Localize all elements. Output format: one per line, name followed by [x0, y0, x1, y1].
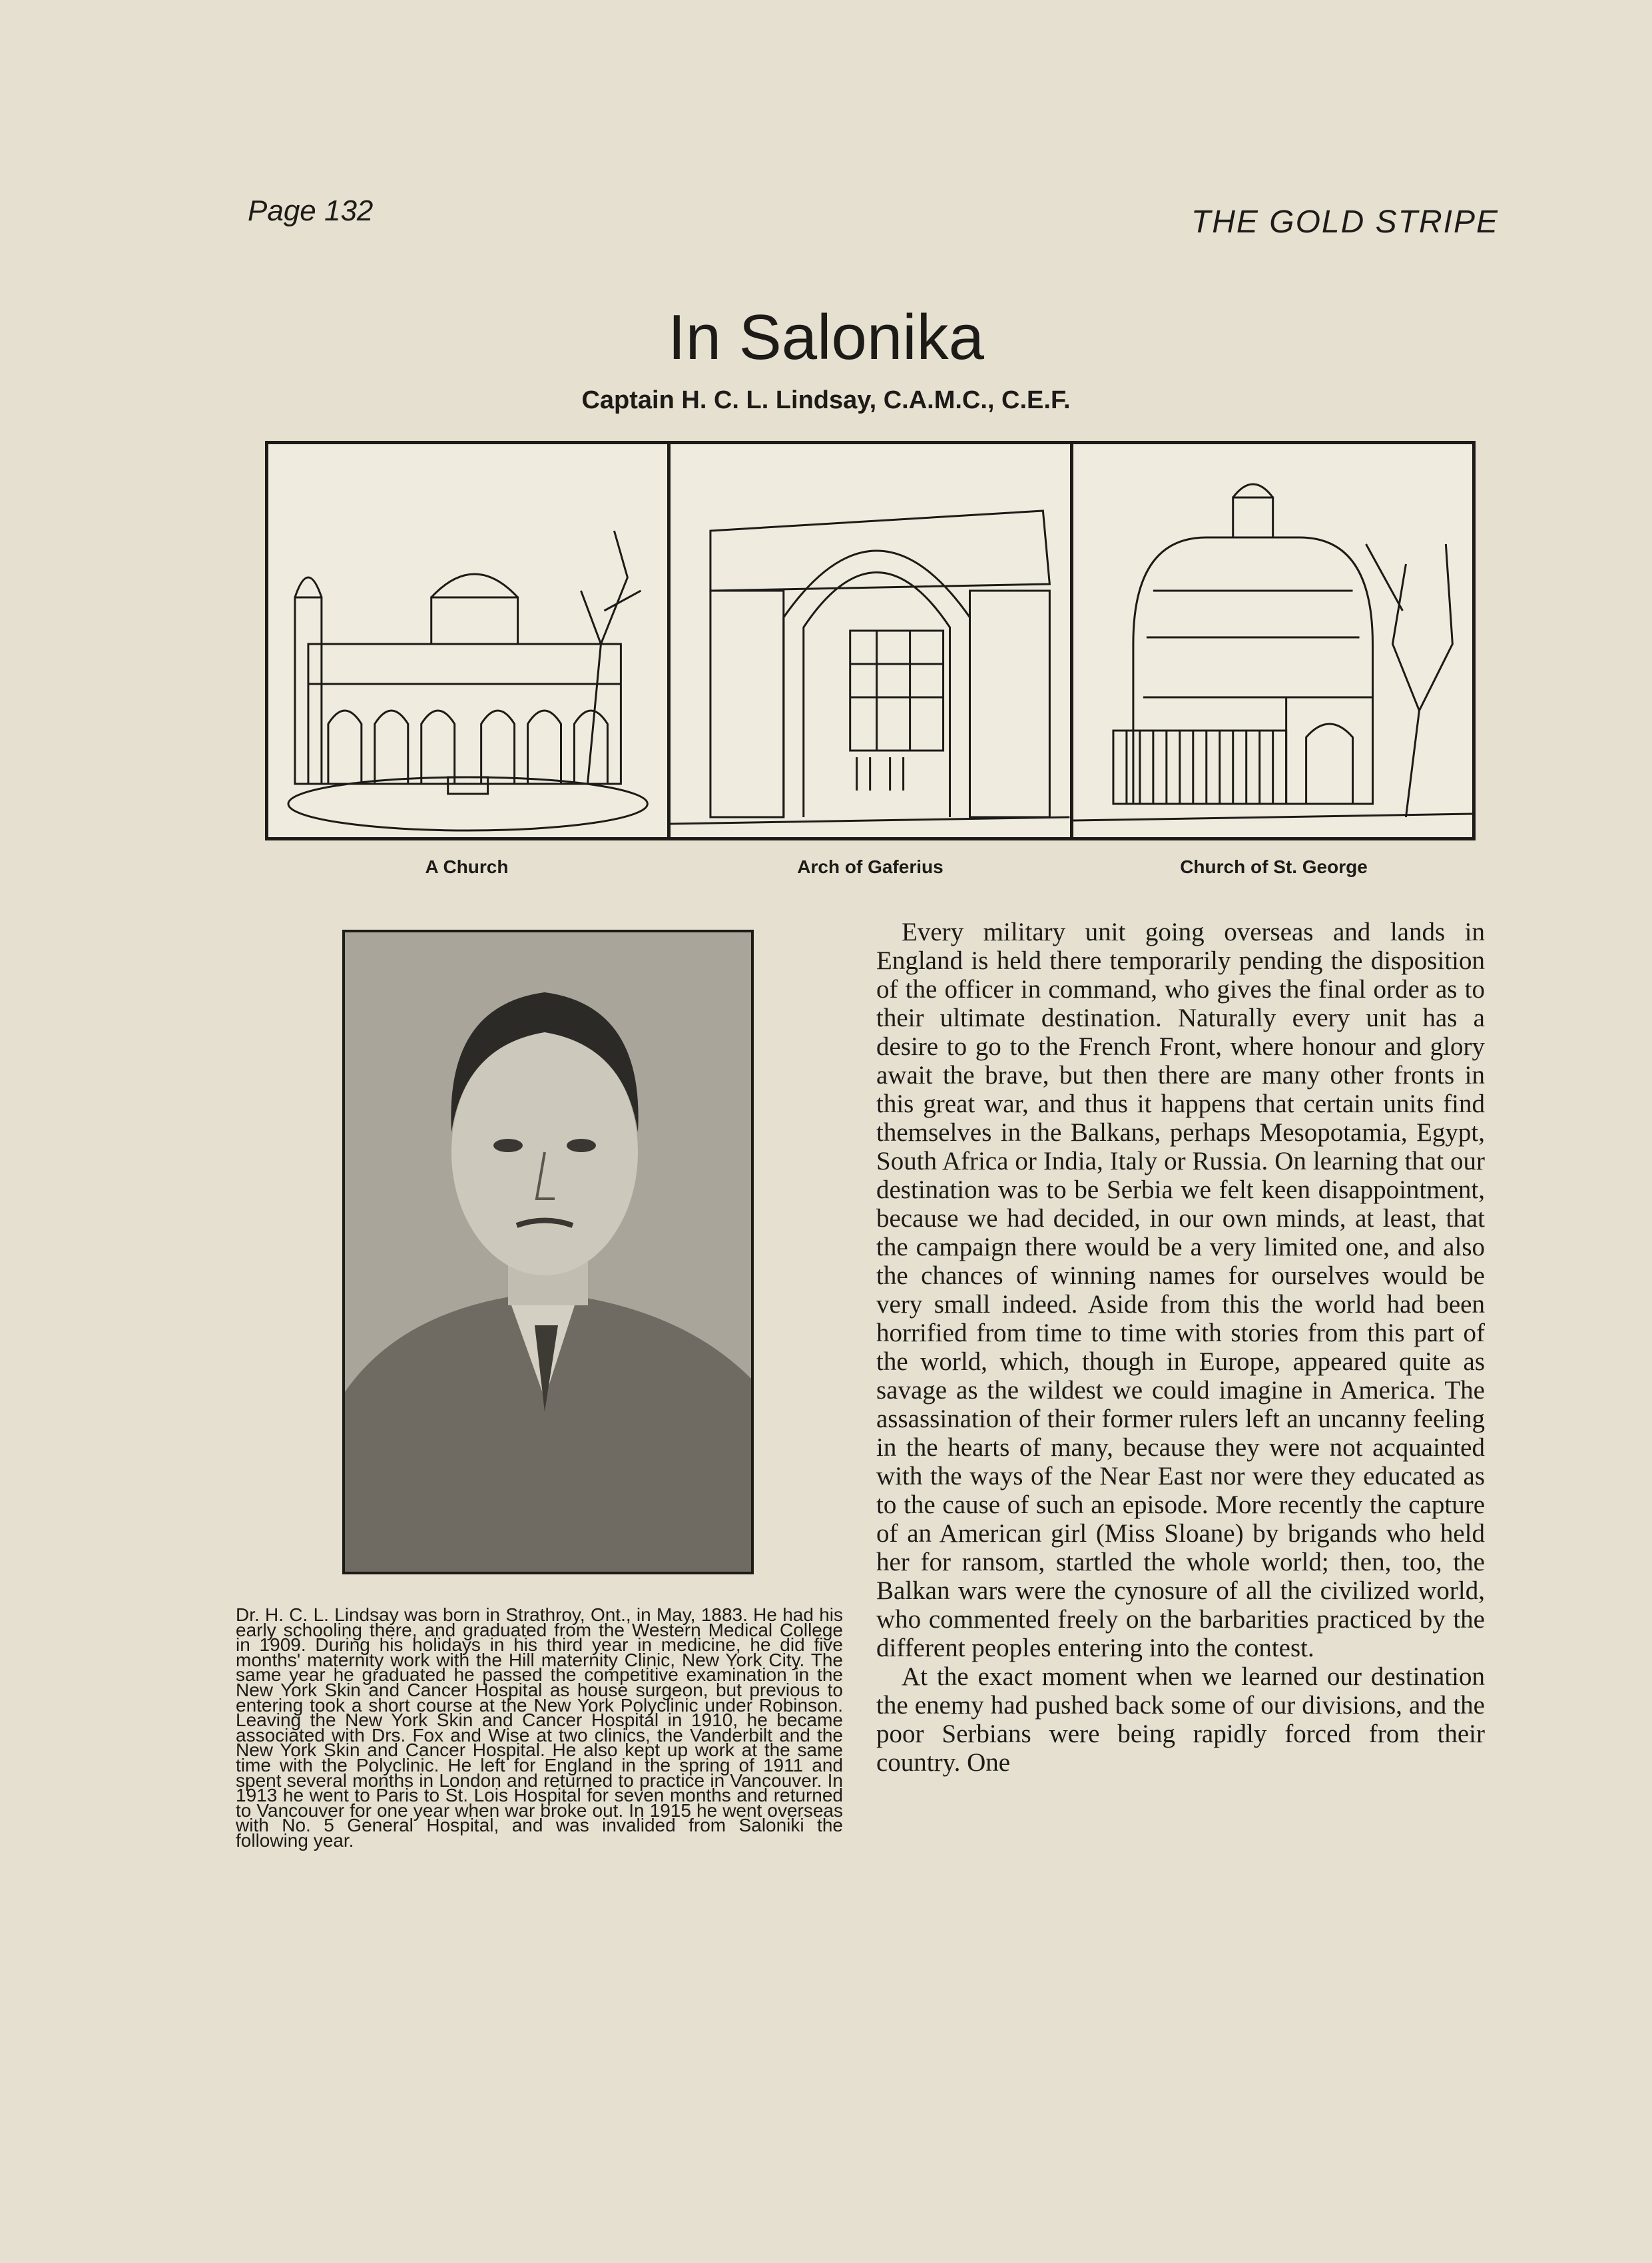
running-title: THE GOLD STRIPE	[1191, 204, 1499, 240]
caption-st-george: Church of St. George	[1180, 856, 1368, 877]
body-paragraph: At the exact moment when we learned our destination the enemy had pushed back some of our divisions, and the poor Serbians were being rapidly forced from their country. One	[876, 1662, 1485, 1777]
author-portrait	[342, 930, 754, 1574]
arch-illustration	[671, 444, 1073, 837]
body-paragraph: Every military unit going overseas and lands in England is held there temporarily pending the disposition of the officer in command, who gives the final order as to their ultimate destination. Naturally every unit has a desire to go to the French Front, where honour and glory await the brave, but then there are many other fronts in this great war, and thus it happens that certain units find themselves in the Balkans, perhaps Mesopotamia, Egypt, South Africa or India, Italy or Russia. On learning that our destination was to be Serbia we felt keen disappointment, because we had decided, in our own minds, at least, that the campaign there would be a very limited one, and also the chances of winning names for ourselves would be very small indeed. Aside from this the world had been horrified from time to time with stories from this part of the world, which, though in Europe, appeared quite as savage as the wildest we could imagine in America. The assassination of their former rulers left an uncanny feeling in the hearts of many, because they were not acquainted with the ways of the Near East nor were they educated as to the cause of such an episode. More recently the capture of an American girl (Miss Sloane) by brigands who held her for ransom, startled the whole world; then, too, the Balkan wars were the cynosure of all the civilized world, who commented freely on the barbarities practiced by the different peoples entering into the contest.	[876, 918, 1485, 1662]
caption-church: A Church	[425, 856, 509, 877]
church-illustration	[268, 444, 671, 837]
st-george-illustration	[1073, 444, 1472, 837]
illustration-banner	[265, 441, 1476, 840]
caption-arch: Arch of Gaferius	[797, 856, 944, 877]
article-title: In Salonika	[668, 302, 984, 373]
page-number: Page 132	[248, 194, 374, 227]
author-bio: Dr. H. C. L. Lindsay was born in Strathroy, Ont., in May, 1883. He had his early schooling there, and graduated from the Western Medical College in 1909. During his holidays in his third year in medicine, he did five months' maternity work with the Hill maternity Clinic, New York City. The same year he graduated he passed the competitive examination in the New York Skin and Cancer Hospital as house surgeon, but previous to entering took a short course at the New York Polyclinic under Robinson. Leaving the New York Skin and Cancer Hospital in 1910, he became associated with Drs. Fox and Wise at two clinics, the Vanderbilt and the New York Skin and Cancer Hospital. He also kept up work at the same time with the Polyclinic. He left for England in the spring of 1911 and spent several months in London and returned to practice in Vancouver. In 1913 he went to Paris to St. Lois Hospital for seven months and returned to Vancouver for one year when war broke out. In 1915 he went overseas with No. 5 General Hospital, and was invalided from Saloniki the following year.	[236, 1604, 843, 1851]
article-body	[876, 918, 1485, 1777]
illustration-captions	[265, 856, 1476, 878]
article-byline: Captain H. C. L. Lindsay, C.A.M.C., C.E.F.	[581, 386, 1071, 414]
